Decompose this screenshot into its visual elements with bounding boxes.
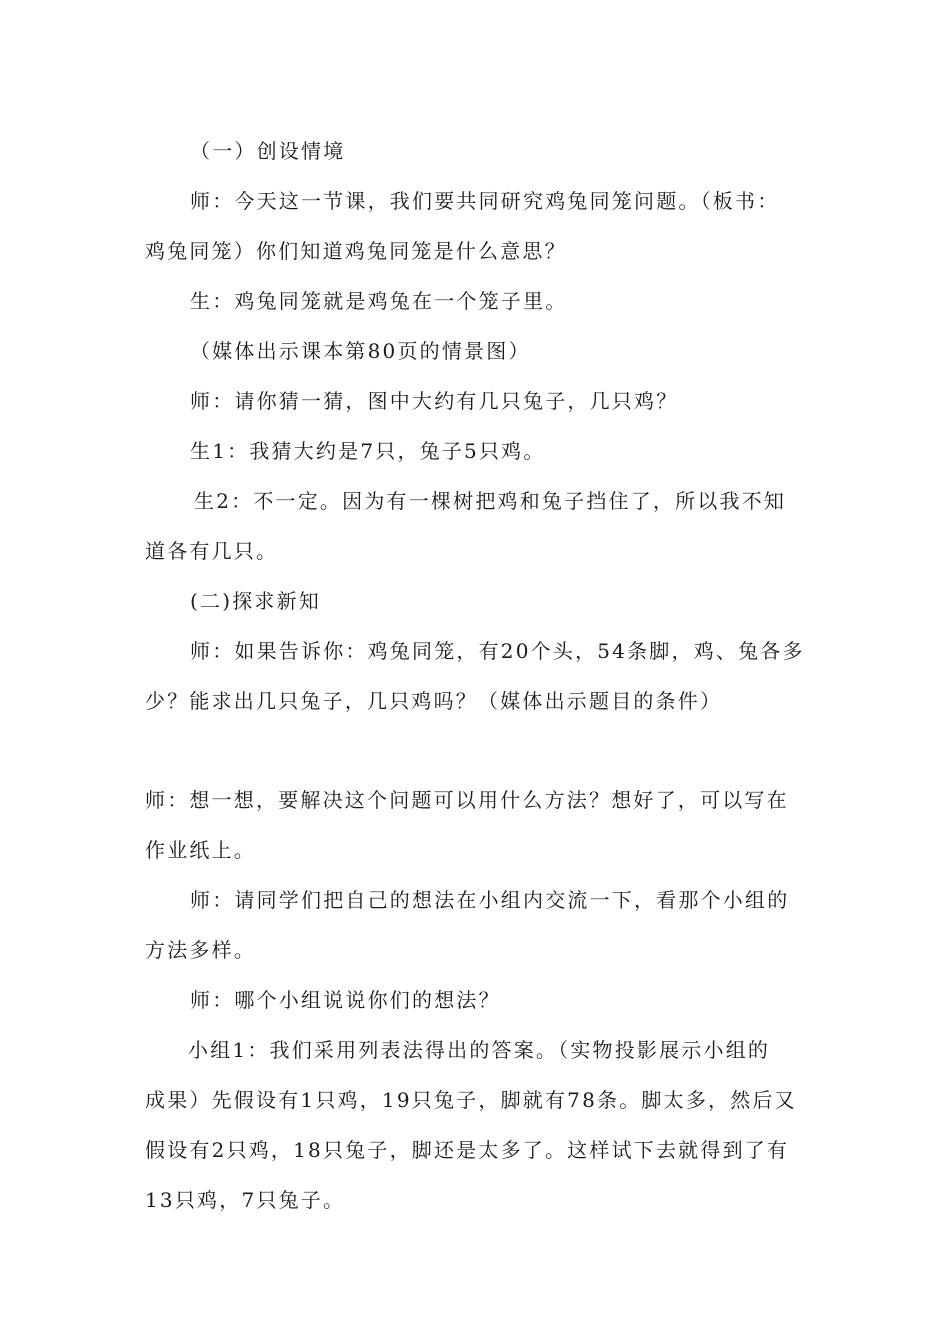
paragraph-line: 鸡兔同笼）你们知道鸡兔同笼是什么意思？: [145, 239, 567, 263]
paragraph-line: 师：想一想，要解决这个问题可以用什么方法？想好了，可以写在: [145, 788, 789, 812]
paragraph-line: 生：鸡兔同笼就是鸡兔在一个笼子里。: [190, 289, 568, 313]
section-heading-1: （一）创设情境: [190, 139, 346, 163]
paragraph-line: 道各有几只。: [145, 539, 279, 563]
paragraph-line: 作业纸上。: [145, 838, 256, 862]
paragraph-line: 成果）先假设有1只鸡，19只兔子，脚就有78条。脚太多，然后又: [145, 1088, 797, 1112]
paragraph-line: 小组1：我们采用列表法得出的答案。（实物投影展示小组的: [188, 1038, 771, 1062]
paragraph-line: 生1：我猜大约是7只，兔子5只鸡。: [190, 439, 546, 463]
paragraph-line: 方法多样。: [145, 938, 256, 962]
paragraph-line: 生2：不一定。因为有一棵树把鸡和兔子挡住了，所以我不知: [194, 489, 787, 513]
paragraph-line: 师：如果告诉你：鸡兔同笼，有20个头，54条脚，鸡、兔各多: [190, 639, 805, 663]
paragraph-line: 13只鸡，7只兔子。: [145, 1188, 346, 1212]
paragraph-line: 师：今天这一节课，我们要共同研究鸡兔同笼问题。（板书：: [190, 189, 780, 213]
paragraph-line: （媒体出示课本第80页的情景图）: [190, 339, 531, 363]
paragraph-line: 假设有2只鸡，18只兔子，脚还是太多了。这样试下去就得到了有: [145, 1138, 790, 1162]
paragraph-line: 师：请同学们把自己的想法在小组内交流一下，看那个小组的: [190, 888, 790, 912]
section-heading-2: (二)探求新知: [190, 589, 322, 613]
paragraph-line: 师：哪个小组说说你们的想法？: [190, 988, 501, 1012]
paragraph-line: 少？能求出几只兔子，几只鸡吗？（媒体出示题目的条件）: [145, 689, 723, 713]
paragraph-line: 师：请你猜一猜，图中大约有几只兔子，几只鸡？: [190, 389, 679, 413]
